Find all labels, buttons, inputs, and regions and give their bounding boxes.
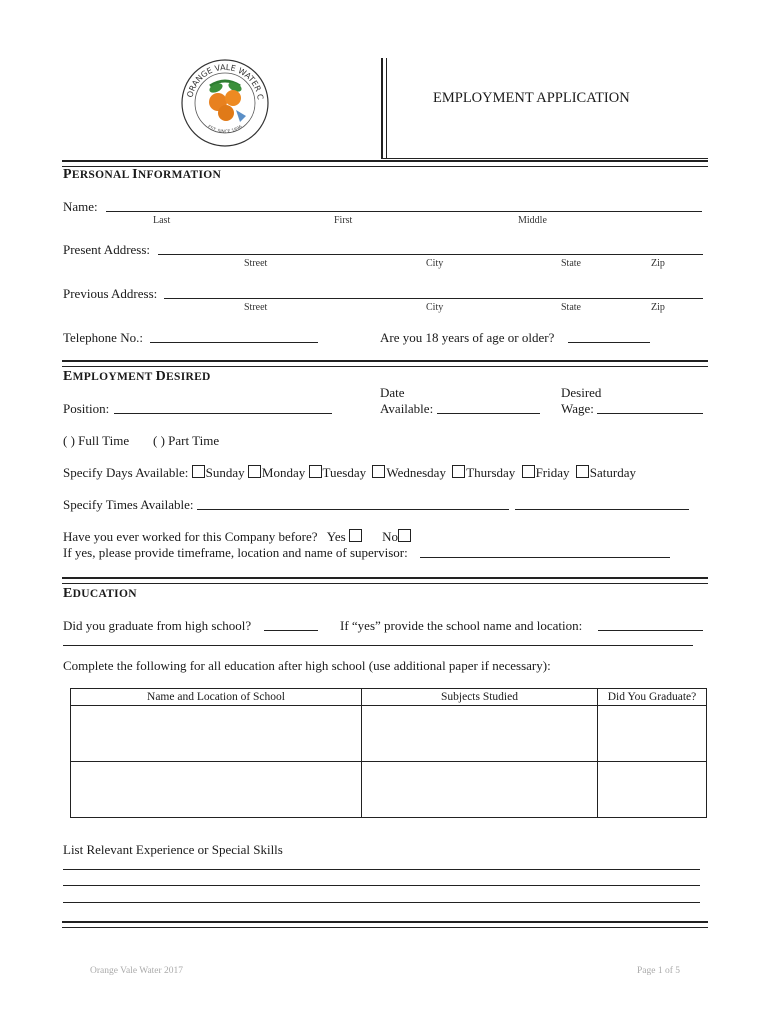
yes-checkbox[interactable] (349, 529, 362, 542)
date-available-field[interactable] (437, 413, 540, 414)
table-header-school: Name and Location of School (71, 689, 362, 706)
logo-text-top: ORANGE VALE WATER C (185, 62, 265, 101)
previous-address-field[interactable] (164, 298, 703, 299)
table-header-subjects: Subjects Studied (362, 689, 598, 706)
if-yes-supervisor-text: If yes, please provide timeframe, location and name of supervisor: (63, 545, 408, 560)
name-sub-last: Last (153, 215, 171, 226)
part-time-option[interactable]: ( ) Part Time (153, 433, 220, 448)
company-logo (180, 58, 270, 148)
times-available-field-2[interactable] (515, 509, 689, 510)
school-name-field[interactable] (598, 630, 703, 631)
graduated-cell[interactable] (598, 762, 707, 818)
header-divider-vertical (381, 58, 387, 159)
employment-bottom-rule (62, 577, 708, 584)
desired-wage-label-1: Desired (561, 385, 602, 400)
present-address-field[interactable] (158, 254, 703, 255)
previous-sub-zip: Zip (651, 302, 665, 313)
logo-text-bottom: EST. SINCE 1896 (206, 124, 244, 135)
header-bottom-rule (62, 160, 708, 167)
skills-label: List Relevant Experience or Special Skills (63, 842, 283, 857)
worked-before-question: Have you ever worked for this Company before? (63, 529, 318, 544)
present-sub-street: Street (244, 258, 268, 269)
school-cell[interactable] (71, 706, 362, 762)
date-available-label-2: Available: (380, 401, 434, 416)
complete-education-text: Complete the following for all education after high school (use additional paper if necessary): (63, 658, 551, 673)
tuesday-label: Tuesday (322, 465, 367, 480)
table-header-graduated: Did You Graduate? (598, 689, 707, 706)
skills-bottom-rule (62, 921, 708, 928)
personal-bottom-rule (62, 360, 708, 367)
sunday-label: Sunday (205, 465, 245, 480)
age-field[interactable] (568, 342, 650, 343)
friday-label: Friday (535, 465, 570, 480)
position-label: Position: (63, 401, 110, 416)
table-header-row (71, 689, 707, 706)
worked-before-row (63, 529, 412, 545)
full-time-option[interactable]: ( ) Full Time (63, 433, 130, 448)
graduated-cell[interactable] (598, 706, 707, 762)
present-address-label: Present Address: (63, 242, 151, 257)
previous-sub-street: Street (244, 302, 268, 313)
table-row (71, 762, 707, 818)
telephone-label: Telephone No.: (63, 330, 143, 345)
skills-line-2[interactable] (63, 885, 700, 886)
education-heading: EDUCATION (63, 586, 137, 601)
personal-info-heading: PERSONAL INFORMATION (63, 167, 222, 182)
telephone-field[interactable] (150, 342, 318, 343)
sunday-checkbox[interactable] (192, 465, 205, 478)
thursday-label: Thursday (466, 465, 516, 480)
name-sub-middle: Middle (518, 215, 547, 226)
school-name-field-line2[interactable] (63, 645, 693, 646)
employment-heading: EMPLOYMENT DESIRED (63, 369, 211, 384)
monday-label: Monday (261, 465, 306, 480)
saturday-label: Saturday (589, 465, 636, 480)
table-row (71, 706, 707, 762)
name-sub-first: First (334, 215, 353, 226)
present-sub-zip: Zip (651, 258, 665, 269)
education-table (70, 688, 707, 818)
days-available-label: Specify Days Available: (63, 465, 189, 480)
desired-wage-field[interactable] (597, 413, 703, 414)
wednesday-label: Wednesday (386, 465, 446, 480)
present-sub-city: City (426, 258, 444, 269)
previous-address-label: Previous Address: (63, 286, 158, 301)
skills-line-1[interactable] (63, 869, 700, 870)
saturday-checkbox[interactable] (576, 465, 589, 478)
position-field[interactable] (114, 413, 332, 414)
page-title: EMPLOYMENT APPLICATION (433, 90, 630, 106)
footer-page-number: Page 1 of 5 (637, 966, 681, 976)
present-sub-state: State (561, 258, 581, 269)
yes-label: Yes (326, 529, 346, 544)
name-field[interactable] (106, 211, 702, 212)
monday-checkbox[interactable] (248, 465, 261, 478)
friday-checkbox[interactable] (522, 465, 535, 478)
previous-sub-state: State (561, 302, 581, 313)
times-available-label: Specify Times Available: (63, 497, 194, 512)
subjects-cell[interactable] (362, 706, 598, 762)
subjects-cell[interactable] (362, 762, 598, 818)
desired-wage-label-2: Wage: (561, 401, 594, 416)
name-label: Name: (63, 199, 98, 214)
skills-line-3[interactable] (63, 902, 700, 903)
tuesday-checkbox[interactable] (309, 465, 322, 478)
wednesday-checkbox[interactable] (372, 465, 385, 478)
times-available-field-1[interactable] (197, 509, 509, 510)
days-available-row (63, 465, 636, 481)
school-if-yes-text: If “yes” provide the school name and location: (340, 618, 583, 633)
no-label: No (382, 529, 399, 544)
age-question: Are you 18 years of age or older? (380, 330, 555, 345)
school-cell[interactable] (71, 762, 362, 818)
supervisor-field[interactable] (420, 557, 670, 558)
thursday-checkbox[interactable] (452, 465, 465, 478)
previous-sub-city: City (426, 302, 444, 313)
graduate-question: Did you graduate from high school? (63, 618, 252, 633)
date-available-label-1: Date (380, 385, 405, 400)
no-checkbox[interactable] (398, 529, 411, 542)
graduate-field[interactable] (264, 630, 318, 631)
footer-left: Orange Vale Water 2017 (90, 966, 184, 976)
